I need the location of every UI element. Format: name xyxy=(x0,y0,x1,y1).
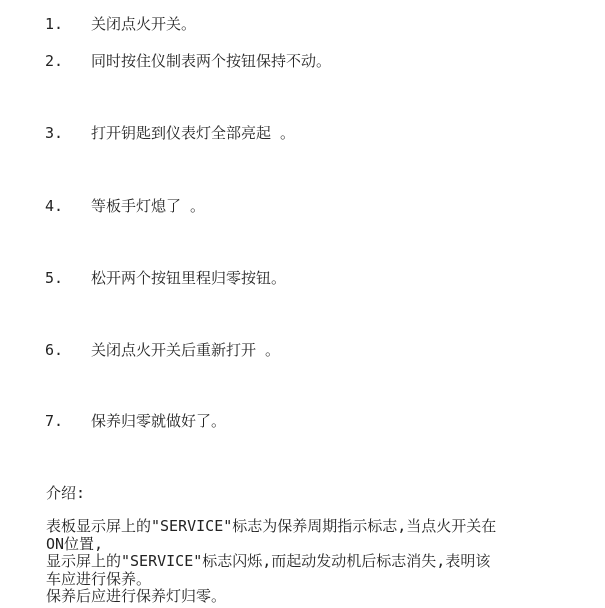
step-number: 1. xyxy=(45,15,64,33)
intro-paragraph xyxy=(46,518,586,606)
step-text: 保养归零就做好了。 xyxy=(91,412,227,430)
step-5 xyxy=(0,267,605,289)
step-3 xyxy=(0,122,605,144)
step-6 xyxy=(0,339,605,361)
step-text: 打开钥匙到仪表灯全部亮起 。 xyxy=(91,124,296,142)
step-text: 同时按住仪制表两个按钮保持不动。 xyxy=(91,52,332,70)
intro-line: 车应进行保养。 xyxy=(46,569,152,588)
step-number: 6. xyxy=(45,341,64,359)
step-number: 4. xyxy=(45,197,64,215)
intro-line: 保养后应进行保养灯归零。 xyxy=(46,587,227,605)
step-text: 关闭点火开关后重新打开 。 xyxy=(91,341,281,359)
intro-line: 表板显示屏上的"SERVICE"标志为保养周期指示标志,当点火开关在 xyxy=(46,517,497,535)
step-2 xyxy=(0,50,605,72)
intro-line: 显示屏上的"SERVICE"标志闪烁,而起动发动机后标志消失,表明该 xyxy=(46,552,491,570)
step-7 xyxy=(0,410,605,432)
intro-line: ON位置, xyxy=(46,534,104,553)
step-text: 关闭点火开关。 xyxy=(91,15,197,33)
step-text: 松开两个按钮里程归零按钮。 xyxy=(91,269,287,287)
step-text: 等板手灯熄了 。 xyxy=(91,197,206,215)
step-1 xyxy=(0,13,605,35)
step-number: 2. xyxy=(45,52,64,70)
step-number: 7. xyxy=(45,412,64,430)
step-4 xyxy=(0,195,605,217)
step-number: 3. xyxy=(45,124,64,142)
step-number: 5. xyxy=(45,269,64,287)
intro-heading: 介绍: xyxy=(46,484,86,502)
